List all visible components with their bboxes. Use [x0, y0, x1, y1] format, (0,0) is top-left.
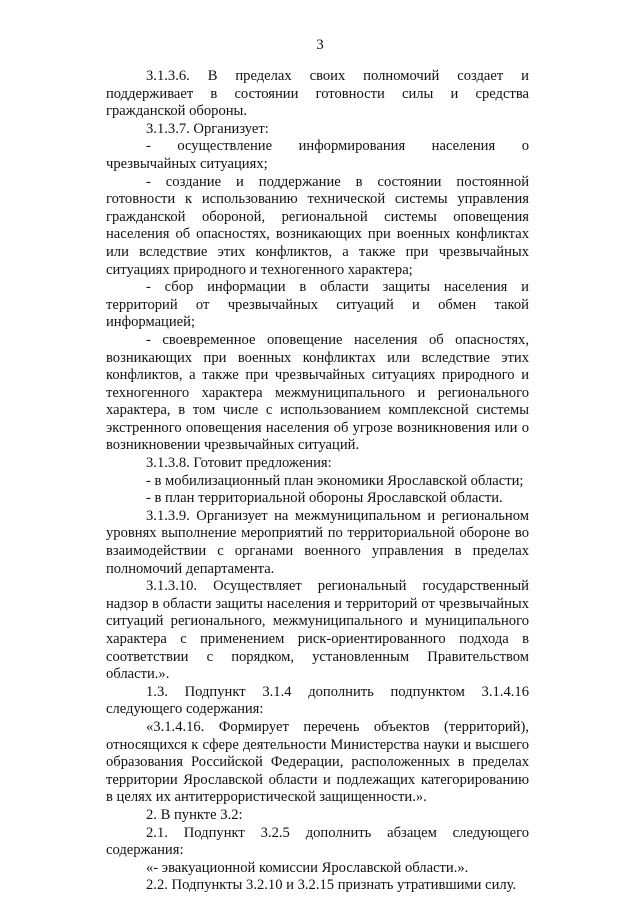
list-item-timely-warning: - своевременное оповещение населения об опасностях, возникающих при военных конфликтах или вследствие этих конфликтов, а также при чрезвычайных ситуациях природного и техногенного характера межмуниципального и регионального характера, в том числе с использованием комплексной системы экстренного оповещения населения об угрозе возникновения или о возникновении чрезвычайных ситуаций. [106, 331, 529, 454]
list-item-information-collection: - сбор информации в области защиты населения и территорий от чрезвычайных ситуаций и обмен такой информацией; [106, 279, 529, 331]
paragraph-3-1-3-7: 3.1.3.7. Организует: [146, 120, 269, 137]
list-item-system-readiness: - создание и поддержание в состоянии постоянной готовности к использованию технической системы управления гражданской обороной, региональной системы оповещения населения об опасностях, возникающих при военных конфликтах или вследствие этих конфликтов, а также при чрезвычайных ситуациях природного и техногенного характера; [106, 173, 529, 278]
list-item-informing: - осуществление информирования населения о чрезвычайных ситуациях; [106, 138, 529, 172]
page-number: 3 [316, 37, 324, 53]
paragraph-2-1: 2.1. Подпункт 3.2.5 дополнить абзацем следующего содержания: [106, 824, 529, 859]
paragraph-2-2: 2.2. Подпункты 3.2.10 и 3.2.15 признать утратившими силу. [146, 877, 517, 894]
paragraph-3-1-3-10: 3.1.3.10. Осуществляет региональный государственный надзор в области защиты населения и территорий от чрезвычайных ситуаций регионального, межмуниципального и муниципального характера с применением риск-ориентированного подхода в соответствии с порядком, установленным Правительством области.». [106, 578, 529, 683]
paragraph-3-1-3-6: 3.1.3.6. В пределах своих полномочий создает и поддерживает в состоянии готовности силы и средства гражданской обороны. [106, 68, 529, 120]
document-body [106, 68, 529, 895]
paragraph-3-1-4-16: «3.1.4.16. Формирует перечень объектов (территорий), относящихся к сфере деятельности Министерства науки и высшего образования Российской Федерации, расположенных в пределах территории Ярославской области и подлежащих категорированию в целях их антитеррористической защищенности.». [106, 718, 529, 806]
paragraph-2: 2. В пункте 3.2: [146, 806, 243, 823]
list-item-territorial-defense-plan: - в план территориальной обороны Ярославской области. [146, 490, 503, 507]
paragraph-1-3: 1.3. Подпункт 3.1.4 дополнить подпунктом 3.1.4.16 следующего содержания: [106, 683, 529, 718]
paragraph-3-1-3-8: 3.1.3.8. Готовит предложения: [146, 455, 332, 472]
paragraph-evacuation-commission: «- эвакуационной комиссии Ярославской области.». [146, 859, 469, 876]
list-item-mobilization-plan: - в мобилизационный план экономики Ярославской области; [146, 472, 524, 489]
paragraph-3-1-3-9: 3.1.3.9. Организует на межмуниципальном и региональном уровнях выполнение мероприятий по территориальной обороне во взаимодействии с органами военного управления в пределах полномочий департамента. [106, 507, 529, 577]
